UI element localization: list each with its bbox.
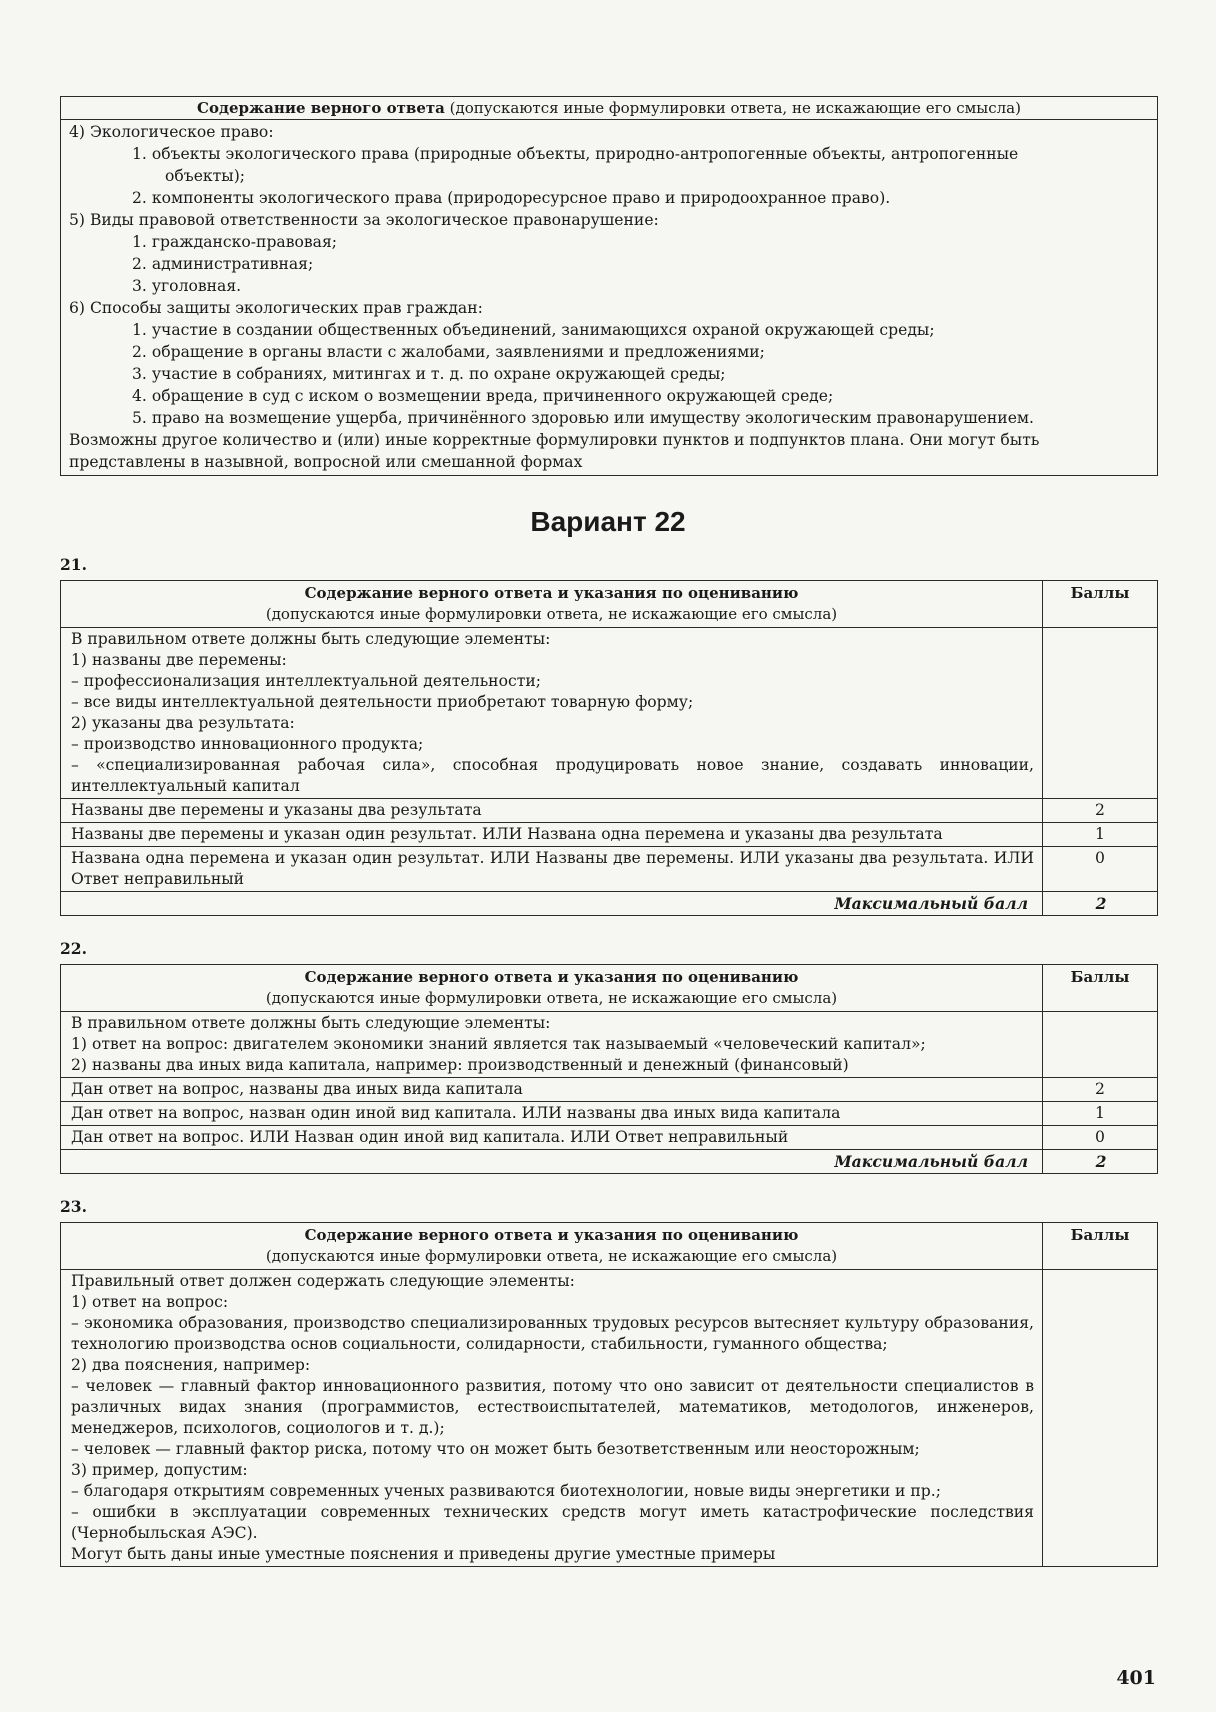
answer-content: В правильном ответе должны быть следующие элементы: 1) названы две перемены: – профессионализация интеллектуальной деятельности; – все виды интеллектуальной деятельности приобретают товарную форму; 2) указаны два результата: – производство инновационного продукта; – «специализированная рабочая сила», способная продуцировать новое знание, создавать инновации, интеллектуальный капитал (61, 628, 1043, 799)
list-item: 4. обращение в суд с иском о возмещении вреда, причиненного окружающей среде; (132, 387, 834, 405)
table-row: Названы две перемены и указан один результат. ИЛИ Названа одна перемена и указаны два результата 1 (61, 823, 1158, 847)
answer-table-top (60, 96, 1158, 476)
answer-table-header: Содержание верного ответа (допускаются иные формулировки ответа, не искажающие его смысла) (61, 97, 1158, 120)
question-number-23: 23. (60, 1197, 87, 1216)
table-footer-note: Возможны другое количество и (или) иные корректные формулировки пунктов и подпунктов плана. Они могут быть представлены в назывной, вопросной или смешанной формах (69, 431, 1040, 471)
list-item: 2. административная; (132, 255, 314, 273)
scores-header: Баллы (1043, 581, 1158, 628)
answer-content: В правильном ответе должны быть следующие элементы: 1) ответ на вопрос: двигателем экономики знаний является так называемый «человеческий капитал»; 2) названы два иных вида капитала, например: производственный и денежный (финансовый) (61, 1012, 1043, 1078)
question-number-22: 22. (60, 939, 87, 958)
list-item: 5. право на возмещение ущерба, причинённого здоровью или имуществу экологическим правонарушением. (132, 409, 1035, 427)
scoring-header: Содержание верного ответа и указания по оцениванию (допускаются иные формулировки ответа, не искажающие его смысла) (61, 965, 1043, 1012)
scoring-table-23 (60, 1222, 1158, 1567)
table-row: Дан ответ на вопрос, назван один иной вид капитала. ИЛИ названы два иных вида капитала 1 (61, 1102, 1158, 1126)
question-number-21: 21. (60, 555, 87, 574)
scoring-table-22 (60, 964, 1158, 1174)
scores-header: Баллы (1043, 965, 1158, 1012)
list-item: 1. объекты экологического права (природные объекты, природно-антропогенные объекты, антропогенные (132, 145, 1019, 163)
list-item: 3. участие в собраниях, митингах и т. д. по охране окружающей среды; (132, 365, 726, 383)
page-number: 401 (1116, 1667, 1156, 1689)
scoring-header: Содержание верного ответа и указания по оцениванию (допускаются иные формулировки ответа, не искажающие его смысла) (61, 581, 1043, 628)
max-score-row: Максимальный балл 2 (61, 1150, 1158, 1174)
section-title: 6) Способы защиты экологических прав граждан: (69, 299, 483, 317)
answer-table-body (61, 120, 1158, 476)
table-row: Дан ответ на вопрос. ИЛИ Назван один иной вид капитала. ИЛИ Ответ неправильный 0 (61, 1126, 1158, 1150)
scoring-header: Содержание верного ответа и указания по оцениванию (допускаются иные формулировки ответа, не искажающие его смысла) (61, 1223, 1043, 1270)
answer-content: Правильный ответ должен содержать следующие элементы: 1) ответ на вопрос: – экономика образования, производство специализированных трудовых ресурсов вытесняет культуру образования, технологию производства основ социальности, солидарности, стабильности, гуманного общества; 2) два пояснения, например: – человек — главный фактор инновационного развития, потому что оно зависит от деятельности специалистов в различных видах знания (программистов, естествоиспытателей, математиков, методологов, инженеров, менеджеров, психологов, социологов и т. д.); – человек — главный фактор риска, потому что он может быть безответственным или неосторожным; 3) пример, допустим: – благодаря открытиям современных ученых развиваются биотехнологии, новые виды энергетики и пр.; – ошибки в эксплуатации современных технических средств могут иметь катастрофические последствия (Чернобыльская АЭС). Могут быть даны иные уместные пояснения и приведены другие уместные примеры (61, 1270, 1043, 1567)
list-item: объекты); (165, 167, 246, 185)
table-row: Названа одна перемена и указан один результат. ИЛИ Названы две перемены. ИЛИ указаны два результата. ИЛИ Ответ неправильный 0 (61, 847, 1158, 892)
scoring-table-21 (60, 580, 1158, 916)
list-item: 2. компоненты экологического права (природоресурсное право и природоохранное право). (132, 189, 891, 207)
max-score-row: Максимальный балл 2 (61, 892, 1158, 916)
table-row: Дан ответ на вопрос, названы два иных вида капитала 2 (61, 1078, 1158, 1102)
table-row: Названы две перемены и указаны два результата 2 (61, 799, 1158, 823)
variant-title: Вариант 22 (530, 506, 686, 537)
section-title: 4) Экологическое право: (69, 123, 274, 141)
section-title: 5) Виды правовой ответственности за экологическое правонарушение: (69, 211, 659, 229)
list-item: 1. участие в создании общественных объединений, занимающихся охраной окружающей среды; (132, 321, 935, 339)
list-item: 2. обращение в органы власти с жалобами, заявлениями и предложениями; (132, 343, 765, 361)
scores-header: Баллы (1043, 1223, 1158, 1270)
list-item: 1. гражданско-правовая; (132, 233, 338, 251)
list-item: 3. уголовная. (132, 277, 242, 295)
